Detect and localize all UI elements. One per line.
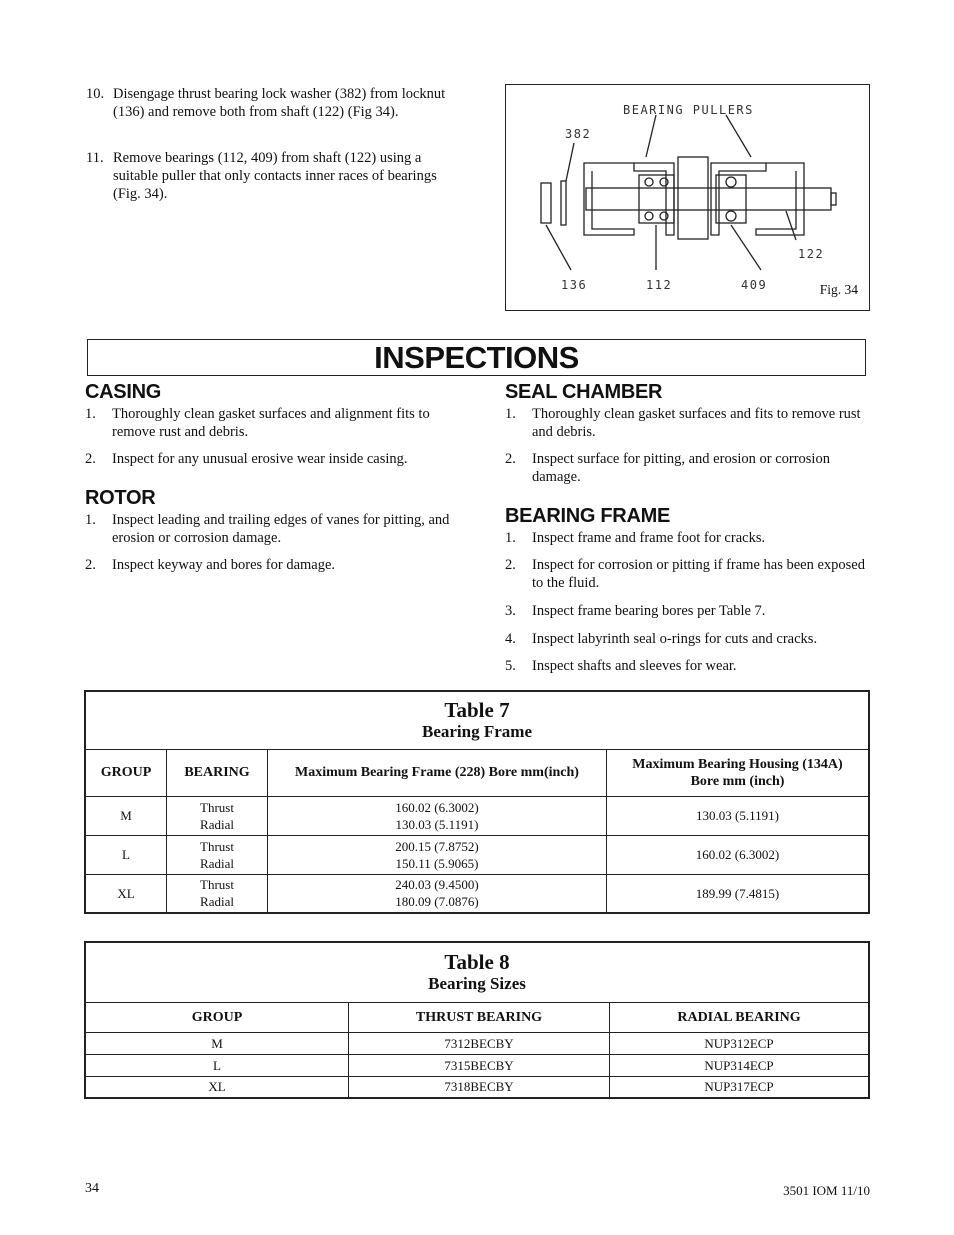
table-8-header-thrust: THRUST BEARING bbox=[349, 1002, 610, 1032]
rotor-heading: ROTOR bbox=[85, 487, 156, 509]
bearing-puller-diagram bbox=[506, 85, 869, 310]
rotor-item-2: 2. Inspect keyway and bores for damage. bbox=[85, 557, 336, 573]
table-7-header-frame-bore: Maximum Bearing Frame (228) Bore mm(inch) bbox=[268, 749, 607, 796]
step-11: 11. Remove bearings (112, 409) from shaft (122) using a suitable puller that only contacts inner races of bearings (Fig. 34). bbox=[86, 150, 437, 202]
table-7-header-bearing: BEARING bbox=[167, 749, 268, 796]
bearing-frame-item-3: 3. Inspect frame bearing bores per Table 7. bbox=[505, 603, 766, 619]
bearing-frame-heading: BEARING FRAME bbox=[505, 505, 670, 527]
seal-chamber-item-1: 1. Thoroughly clean gasket surfaces and fits to remove rust and debris. bbox=[505, 406, 861, 440]
label-bearing-pullers: BEARING PULLERS bbox=[623, 103, 754, 117]
table-row: M Thrust Radial 160.02 (6.3002) 130.03 (5.1191) 130.03 (5.1191) bbox=[85, 796, 869, 835]
section-banner: INSPECTIONS bbox=[87, 339, 866, 376]
table-row: XL 7318BECBY NUP317ECP bbox=[85, 1076, 869, 1098]
table-8-caption: Table 8 Bearing Sizes bbox=[85, 942, 869, 1002]
bearing-frame-item-5: 5. Inspect shafts and sleeves for wear. bbox=[505, 658, 737, 674]
table-7-caption: Table 7 Bearing Frame bbox=[85, 691, 869, 749]
bearing-frame-item-4: 4. Inspect labyrinth seal o-rings for cuts and cracks. bbox=[505, 631, 818, 647]
table-7-header-group: GROUP bbox=[85, 749, 167, 796]
label-382: 382 bbox=[565, 127, 592, 141]
casing-heading: CASING bbox=[85, 381, 161, 403]
casing-item-2: 2. Inspect for any unusual erosive wear inside casing. bbox=[85, 451, 408, 467]
seal-chamber-item-2: 2. Inspect surface for pitting, and erosion or corrosion damage. bbox=[505, 451, 830, 485]
table-row: M 7312BECBY NUP312ECP bbox=[85, 1032, 869, 1054]
page-number: 34 bbox=[85, 1181, 99, 1196]
label-136: 136 bbox=[561, 278, 588, 292]
table-8-header-radial: RADIAL BEARING bbox=[610, 1002, 870, 1032]
label-122: 122 bbox=[798, 247, 825, 261]
document-id: 3501 IOM 11/10 bbox=[783, 1183, 870, 1198]
table-row: XL Thrust Radial 240.03 (9.4500) 180.09 (7.0876) 189.99 (7.4815) bbox=[85, 874, 869, 913]
seal-chamber-heading: SEAL CHAMBER bbox=[505, 381, 663, 403]
table-row: L Thrust Radial 200.15 (7.8752) 150.11 (5.9065) 160.02 (6.3002) bbox=[85, 835, 869, 874]
label-409: 409 bbox=[741, 278, 768, 292]
table-8-header-group: GROUP bbox=[85, 1002, 349, 1032]
label-112: 112 bbox=[646, 278, 673, 292]
bearing-frame-item-1: 1. Inspect frame and frame foot for cracks. bbox=[505, 530, 766, 546]
table-7-header-housing-bore: Maximum Bearing Housing (134A) Bore mm (inch) bbox=[607, 749, 870, 796]
table-8 bbox=[84, 941, 870, 1099]
casing-item-1: 1. Thoroughly clean gasket surfaces and alignment fits to remove rust and debris. bbox=[85, 406, 430, 440]
figure-34 bbox=[505, 84, 870, 311]
rotor-item-1: 1. Inspect leading and trailing edges of vanes for pitting, and erosion or corrosion damage. bbox=[85, 512, 450, 546]
bearing-frame-item-2: 2. Inspect for corrosion or pitting if frame has been exposed to the fluid. bbox=[505, 557, 865, 591]
table-7 bbox=[84, 690, 870, 914]
table-row: L 7315BECBY NUP314ECP bbox=[85, 1054, 869, 1076]
step-10: 10. Disengage thrust bearing lock washer (382) from locknut (136) and remove both from shaft (122) (Fig 34). bbox=[86, 86, 446, 120]
figure-caption: Fig. 34 bbox=[819, 282, 858, 297]
